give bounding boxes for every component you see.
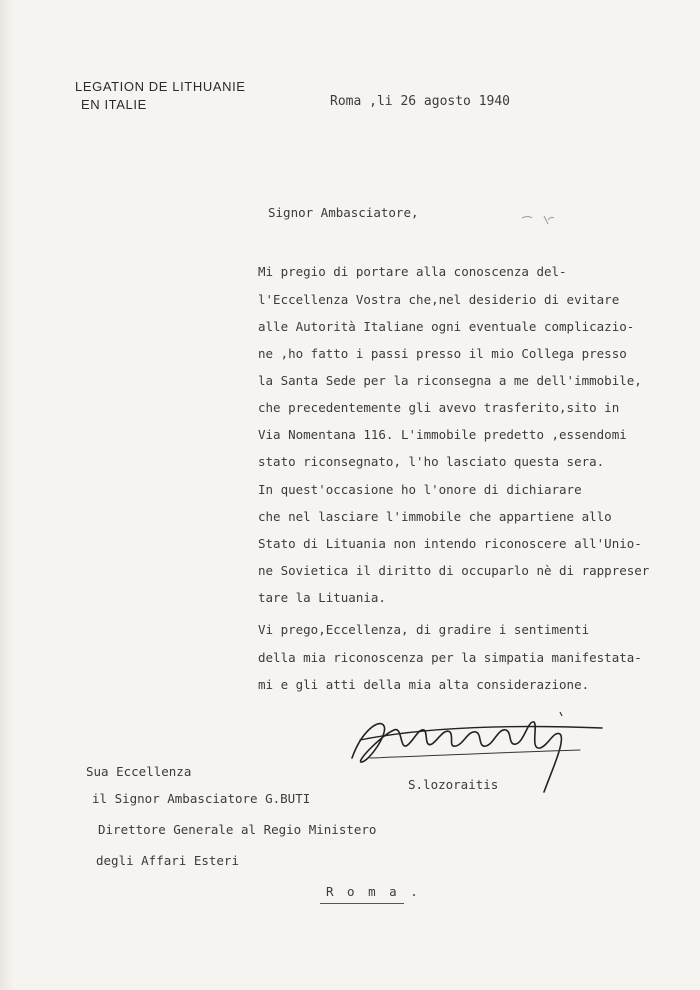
body-line: che nel lasciare l'immobile che appartiene allo (258, 509, 612, 524)
signatory-name: S.lozoraitis (408, 777, 499, 792)
recipient-line: Direttore Generale al Regio Ministero (98, 822, 377, 837)
body-line: l'Eccellenza Vostra che,nel desiderio di evitare (258, 292, 620, 307)
letterhead (75, 78, 246, 114)
salutation: Signor Ambasciatore, (268, 205, 419, 220)
letterhead-line-1: LEGATION DE LITHUANIE (75, 79, 246, 94)
body-line: della mia riconoscenza per la simpatia manifestata- (258, 650, 642, 665)
body-line: Stato di Lituania non intendo riconoscere all'Unio- (258, 536, 642, 551)
body-line: Mi pregio di portare alla conoscenza del- (258, 264, 567, 279)
body-line: stato riconsegnato, l'ho lasciato questa sera. (258, 454, 605, 469)
body-line: mi e gli atti della mia alta considerazione. (258, 677, 590, 692)
letterhead-line-2: EN ITALIE (81, 97, 147, 112)
paper-fold-shadow (0, 0, 14, 990)
body-line: la Santa Sede per la riconsegna a me dell'immobile, (258, 373, 642, 388)
body-line: che precedentemente gli avevo trasferito,sito in (258, 400, 620, 415)
body-line: Via Nomentana 116. L'immobile predetto ,essendomi (258, 427, 627, 442)
recipient-line: Sua Eccellenza (86, 764, 192, 779)
body-line: ne Sovietica il diritto di occuparlo nè di rappreser (258, 563, 650, 578)
body-line: Vi prego,Eccellenza, di gradire i sentimenti (258, 622, 590, 637)
recipient-line: degli Affari Esteri (96, 853, 239, 868)
recipient-city: R o m a . (326, 884, 421, 899)
body-line: ne ,ho fatto i passi presso il mio Collega presso (258, 346, 627, 361)
body-line: alle Autorità Italiane ogni eventuale complicazio- (258, 319, 635, 334)
body-line: tare la Lituania. (258, 590, 386, 605)
city-underline (320, 903, 404, 904)
recipient-line: il Signor Ambasciatore G.BUTI (92, 791, 311, 806)
body-line: In quest'occasione ho l'onore di dichiarare (258, 482, 582, 497)
letter-date: Roma ,li 26 agosto 1940 (330, 94, 511, 109)
pencil-mark (520, 212, 570, 226)
